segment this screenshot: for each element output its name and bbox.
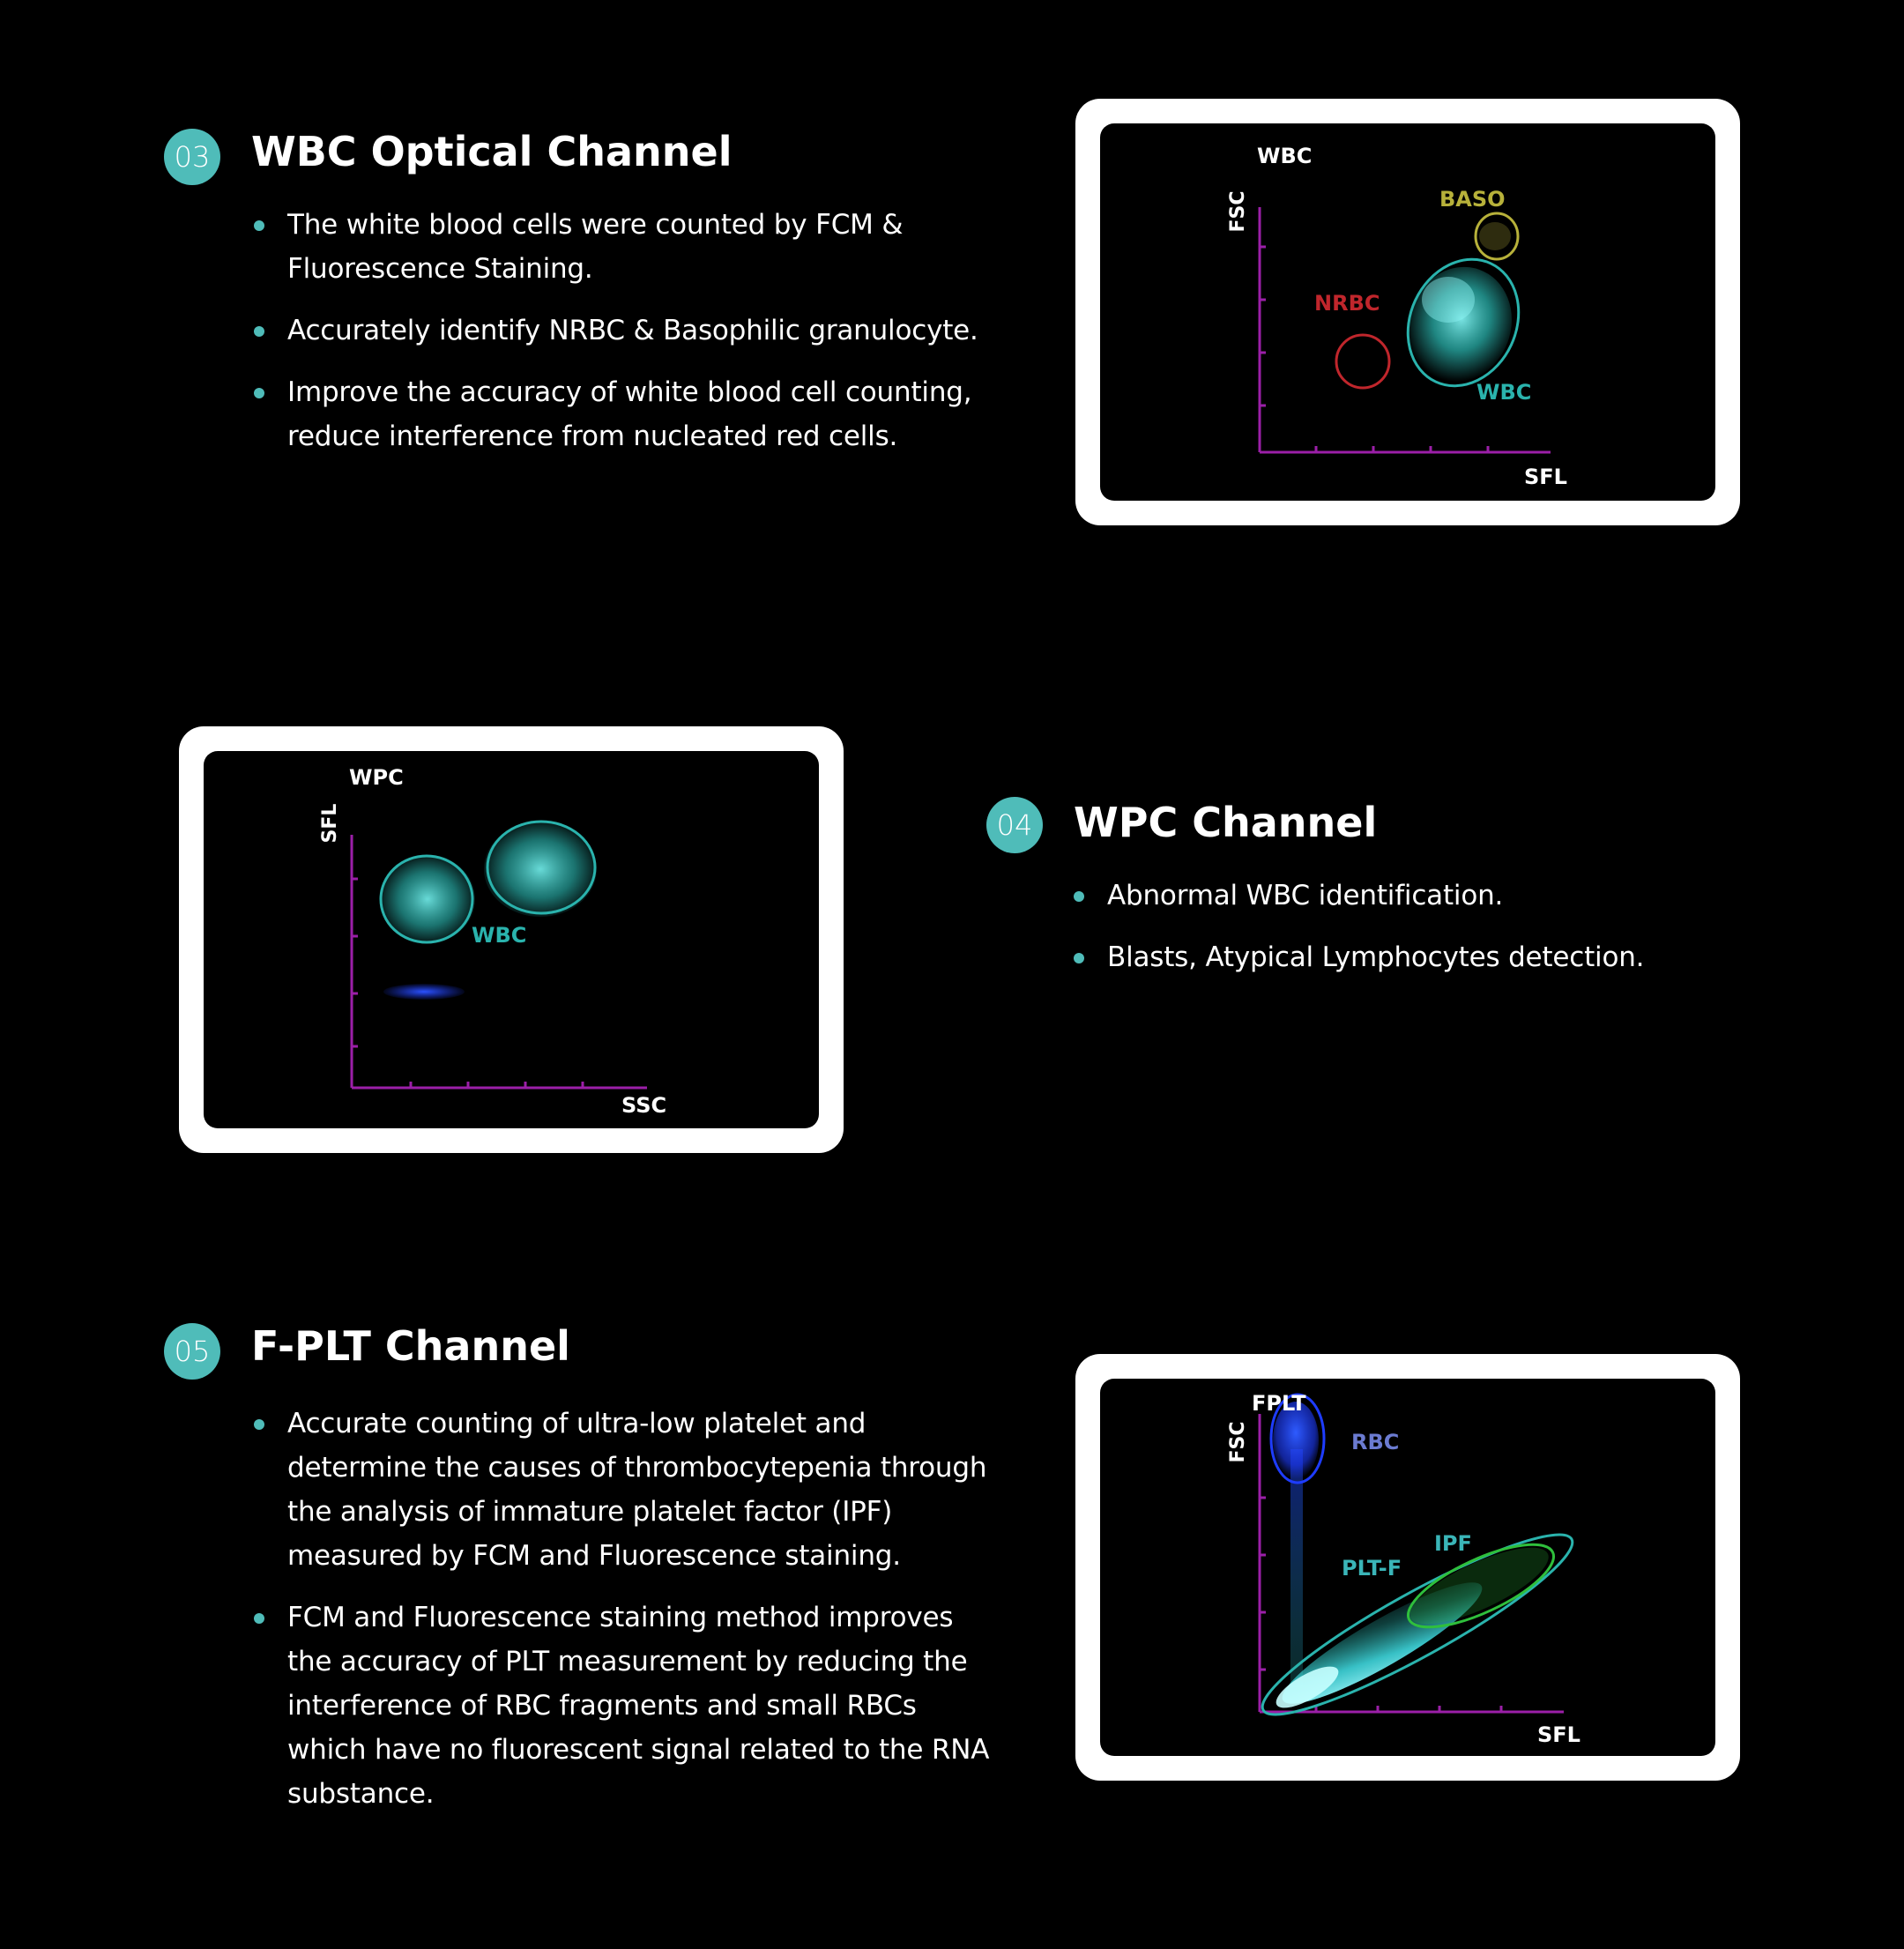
wpc-scattergram <box>204 751 819 1128</box>
debris-cluster <box>383 984 465 1000</box>
y-axis-label: FSC <box>1227 1421 1249 1463</box>
x-axis-label: SSC <box>621 1093 667 1118</box>
fplt-scattergram <box>1100 1379 1715 1756</box>
wbc-label: WBC <box>472 923 527 948</box>
scattergram-card <box>179 726 844 1153</box>
bullet-list <box>1072 874 1830 997</box>
section-title: WBC Optical Channel <box>251 128 733 175</box>
y-axis-label: SFL <box>319 803 341 844</box>
section-number-badge: 03 <box>164 129 220 185</box>
baso-label: BASO <box>1439 187 1506 212</box>
y-axis-label: FSC <box>1227 190 1249 233</box>
pltf-label: PLT-F <box>1342 1556 1402 1581</box>
list-item: Accurate counting of ultra-low platelet and determine the causes of thrombocytepenia through the analysis of immature platelet factor (IPF) measured by FCM and Fluorescence staining. <box>252 1402 993 1578</box>
list-item: FCM and Fluorescence staining method improves the accuracy of PLT measurement by reducing the interference of RBC fragments and small RBCs which have no fluorescent signal related to the RNA substance. <box>252 1596 993 1816</box>
list-item: The white blood cells were counted by FCM & Fluorescence Staining. <box>252 203 993 291</box>
plot-title: FPLT <box>1252 1391 1306 1416</box>
list-item: Abnormal WBC identification. <box>1072 874 1830 918</box>
bullet-list <box>252 203 993 476</box>
rbc-label: RBC <box>1351 1430 1400 1454</box>
nrbc-label: NRBC <box>1314 291 1380 316</box>
bullet-list <box>252 1402 993 1834</box>
x-axis-label: SFL <box>1537 1722 1580 1747</box>
list-item: Blasts, Atypical Lymphocytes detection. <box>1072 935 1830 979</box>
scattergram-card <box>1075 1354 1740 1781</box>
plot-title: WBC <box>1257 144 1313 168</box>
list-item: Improve the accuracy of white blood cell counting, reduce interference from nucleated red cells. <box>252 370 993 458</box>
section-number-badge: 04 <box>986 797 1043 853</box>
scattergram-card <box>1075 99 1740 525</box>
list-item: Accurately identify NRBC & Basophilic granulocyte. <box>252 309 993 353</box>
section-title: WPC Channel <box>1074 799 1378 846</box>
x-axis-label: SFL <box>1524 465 1567 489</box>
ipf-label: IPF <box>1434 1531 1472 1556</box>
plot-title: WPC <box>349 765 404 790</box>
wbc-scattergram <box>1100 123 1715 501</box>
section-title: F-PLT Channel <box>251 1322 570 1370</box>
wbc-label: WBC <box>1476 380 1532 405</box>
section-number-badge: 05 <box>164 1323 220 1380</box>
nrbc-gate <box>1336 335 1389 388</box>
